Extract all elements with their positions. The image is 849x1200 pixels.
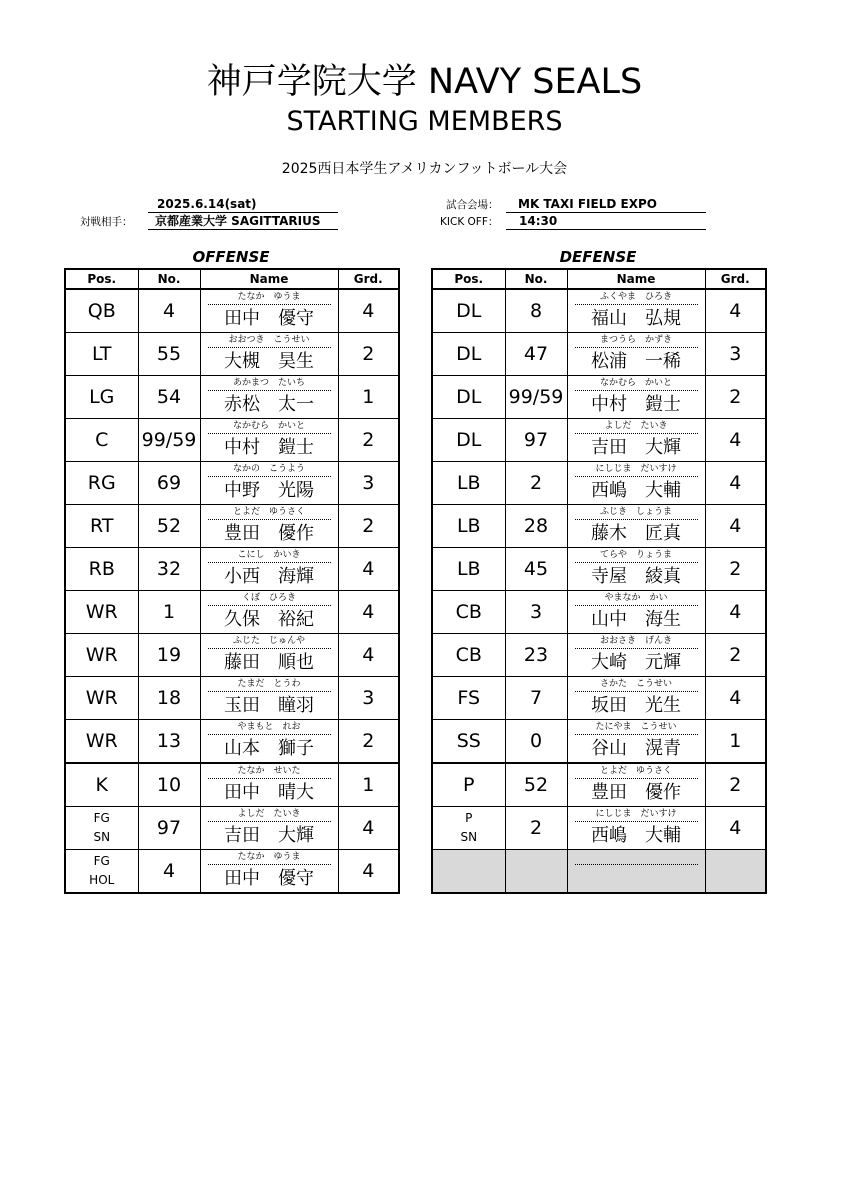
player-name: 中村 鎧士 xyxy=(591,394,681,415)
player-row xyxy=(65,677,399,720)
name-cell xyxy=(567,376,705,419)
player-name: 大槻 昊生 xyxy=(224,351,314,372)
player-name: 小西 海輝 xyxy=(224,566,314,587)
player-name: 松浦 一稀 xyxy=(591,351,681,372)
grade: 1 xyxy=(338,763,399,807)
jersey-number: 19 xyxy=(138,634,200,677)
col-no-header: No. xyxy=(138,269,200,289)
name-cell xyxy=(567,591,705,634)
player-row xyxy=(432,591,766,634)
position-cell: FS xyxy=(432,677,505,720)
name-cell xyxy=(200,763,338,807)
grade: 4 xyxy=(338,289,399,333)
player-row xyxy=(65,462,399,505)
player-kana: とよだ ゆうさく xyxy=(208,505,331,520)
position-cell: CB xyxy=(432,634,505,677)
position-primary: FG xyxy=(93,811,110,825)
position-cell: RB xyxy=(65,548,138,591)
jersey-number: 97 xyxy=(138,807,200,850)
player-kana: たまだ とうわ xyxy=(208,677,331,692)
player-name: 吉田 大輝 xyxy=(224,825,314,846)
kickoff-label: KICK OFF： xyxy=(440,216,499,228)
name-cell xyxy=(567,505,705,548)
opponent-underline xyxy=(148,229,338,230)
grade: 4 xyxy=(705,677,766,720)
player-kana: やまなか かい xyxy=(575,591,698,606)
position-cell: LB xyxy=(432,548,505,591)
jersey-number: 0 xyxy=(505,720,567,764)
jersey-number: 18 xyxy=(138,677,200,720)
jersey-number: 10 xyxy=(138,763,200,807)
player-kana: にしじま だいすけ xyxy=(575,462,698,477)
grade: 2 xyxy=(705,548,766,591)
player-kana: たにやま こうせい xyxy=(575,720,698,735)
player-row xyxy=(432,807,766,850)
col-grd-header: Grd. xyxy=(338,269,399,289)
col-pos-header: Pos. xyxy=(65,269,138,289)
player-kana: ふくやま ひろき xyxy=(575,290,698,305)
player-row xyxy=(432,677,766,720)
position-cell xyxy=(432,807,505,850)
position-cell: WR xyxy=(65,591,138,634)
position-cell: CB xyxy=(432,591,505,634)
player-name: 山中 海生 xyxy=(591,609,681,630)
empty-row xyxy=(432,850,766,894)
grade: 4 xyxy=(705,419,766,462)
name-cell xyxy=(200,376,338,419)
player-row xyxy=(432,763,766,807)
player-name: 西嶋 大輔 xyxy=(591,480,681,501)
name-cell xyxy=(200,419,338,462)
jersey-number: 4 xyxy=(138,850,200,894)
position-cell: WR xyxy=(65,720,138,764)
jersey-number: 13 xyxy=(138,720,200,764)
offense-title: OFFENSE xyxy=(192,248,270,266)
grade: 4 xyxy=(338,591,399,634)
name-cell xyxy=(200,289,338,333)
player-row xyxy=(432,634,766,677)
position-cell: RG xyxy=(65,462,138,505)
position-cell: DL xyxy=(432,376,505,419)
col-grd-header: Grd. xyxy=(705,269,766,289)
player-kana: てらや りょうま xyxy=(575,548,698,563)
player-row xyxy=(432,462,766,505)
player-name: 久保 裕紀 xyxy=(224,609,314,630)
name-cell xyxy=(200,505,338,548)
grade: 4 xyxy=(705,591,766,634)
grade: 2 xyxy=(705,376,766,419)
name-cell xyxy=(200,720,338,764)
grade: 2 xyxy=(338,419,399,462)
player-name: 藤田 順也 xyxy=(224,652,314,673)
name-cell xyxy=(200,634,338,677)
player-row xyxy=(65,333,399,376)
empty-cell xyxy=(705,850,766,894)
player-row xyxy=(65,720,399,764)
jersey-number: 3 xyxy=(505,591,567,634)
position-cell: QB xyxy=(65,289,138,333)
name-cell xyxy=(567,462,705,505)
venue-name: MK TAXI FIELD EXPO xyxy=(518,197,657,211)
position-primary: P xyxy=(465,811,473,825)
player-name: 豊田 優作 xyxy=(591,782,681,803)
player-kana: なかむら かいと xyxy=(575,376,698,391)
player-name xyxy=(568,865,705,892)
name-cell xyxy=(567,289,705,333)
defense-header-row xyxy=(432,269,766,289)
position-cell: LB xyxy=(432,462,505,505)
player-name: 田中 優守 xyxy=(224,308,314,329)
player-row xyxy=(65,548,399,591)
player-row xyxy=(65,289,399,333)
jersey-number: 55 xyxy=(138,333,200,376)
position-cell: K xyxy=(65,763,138,807)
position-cell: LB xyxy=(432,505,505,548)
position-cell: WR xyxy=(65,677,138,720)
name-cell xyxy=(567,677,705,720)
player-name: 吉田 大輝 xyxy=(591,437,681,458)
grade: 2 xyxy=(705,763,766,807)
player-kana: まつうら かずき xyxy=(575,333,698,348)
empty-cell xyxy=(567,850,705,894)
jersey-number: 1 xyxy=(138,591,200,634)
jersey-number: 69 xyxy=(138,462,200,505)
player-name: 福山 弘規 xyxy=(591,308,681,329)
player-name: 中村 鎧士 xyxy=(224,437,314,458)
grade: 3 xyxy=(338,677,399,720)
player-row xyxy=(65,376,399,419)
jersey-number: 47 xyxy=(505,333,567,376)
jersey-number: 8 xyxy=(505,289,567,333)
defense-table xyxy=(431,268,767,894)
player-row xyxy=(65,850,399,894)
player-row xyxy=(65,419,399,462)
col-name-header: Name xyxy=(200,269,338,289)
player-kana: たなか せいた xyxy=(208,764,331,779)
player-name: 豊田 優作 xyxy=(224,523,314,544)
empty-cell xyxy=(432,850,505,894)
position-cell: RT xyxy=(65,505,138,548)
player-name: 赤松 太一 xyxy=(224,394,314,415)
player-row xyxy=(65,505,399,548)
col-name-header: Name xyxy=(567,269,705,289)
grade: 2 xyxy=(705,634,766,677)
player-kana: ふじき しょうま xyxy=(575,505,698,520)
player-kana: たなか ゆうま xyxy=(208,850,331,865)
position-cell xyxy=(65,850,138,894)
position-cell: LT xyxy=(65,333,138,376)
grade: 4 xyxy=(705,807,766,850)
name-cell xyxy=(567,634,705,677)
player-kana xyxy=(575,850,698,865)
jersey-number: 52 xyxy=(505,763,567,807)
grade: 2 xyxy=(338,720,399,764)
jersey-number: 7 xyxy=(505,677,567,720)
name-cell xyxy=(200,462,338,505)
grade: 4 xyxy=(338,807,399,850)
player-kana: あかまつ たいち xyxy=(208,376,331,391)
player-kana: こにし かいき xyxy=(208,548,331,563)
position-primary: FG xyxy=(93,854,110,868)
kickoff-underline xyxy=(506,229,706,230)
player-kana: よしだ たいき xyxy=(208,807,331,822)
player-name: 中野 光陽 xyxy=(224,480,314,501)
match-date: 2025.6.14(sat) xyxy=(157,197,257,211)
kickoff-time: 14:30 xyxy=(519,214,558,228)
name-cell xyxy=(567,720,705,764)
opponent-name: 京都産業大学 SAGITTARIUS xyxy=(155,214,321,228)
position-cell: DL xyxy=(432,419,505,462)
jersey-number: 97 xyxy=(505,419,567,462)
player-row xyxy=(65,591,399,634)
team-title: 神戸学院大学 NAVY SEALS xyxy=(206,62,643,102)
name-cell xyxy=(567,807,705,850)
player-name: 西嶋 大輔 xyxy=(591,825,681,846)
player-row xyxy=(432,548,766,591)
jersey-number: 23 xyxy=(505,634,567,677)
player-name: 田中 優守 xyxy=(224,868,314,889)
grade: 4 xyxy=(705,289,766,333)
player-kana: にしじま だいすけ xyxy=(575,807,698,822)
player-name: 寺屋 綾真 xyxy=(591,566,681,587)
player-name: 玉田 瞳羽 xyxy=(224,695,314,716)
grade: 1 xyxy=(705,720,766,764)
position-cell: DL xyxy=(432,333,505,376)
player-kana: おおさき げんき xyxy=(575,634,698,649)
jersey-number: 99/59 xyxy=(505,376,567,419)
name-cell xyxy=(567,548,705,591)
grade: 4 xyxy=(705,462,766,505)
player-kana: とよだ ゆうさく xyxy=(575,764,698,779)
position-cell xyxy=(65,807,138,850)
position-cell: DL xyxy=(432,289,505,333)
player-row xyxy=(432,376,766,419)
name-cell xyxy=(567,763,705,807)
col-pos-header: Pos. xyxy=(432,269,505,289)
jersey-number: 4 xyxy=(138,289,200,333)
player-row xyxy=(432,505,766,548)
name-cell xyxy=(200,850,338,894)
jersey-number: 52 xyxy=(138,505,200,548)
player-kana: なかむら かいと xyxy=(208,419,331,434)
player-kana: おおつき こうせい xyxy=(208,333,331,348)
player-kana: よしだ たいき xyxy=(575,419,698,434)
offense-header-row xyxy=(65,269,399,289)
venue-underline xyxy=(506,212,706,213)
position-secondary: SN xyxy=(93,830,111,844)
jersey-number: 2 xyxy=(505,462,567,505)
grade: 4 xyxy=(338,548,399,591)
grade: 4 xyxy=(705,505,766,548)
venue-label: 試合会場： xyxy=(446,199,499,211)
player-kana: なかの こうよう xyxy=(208,462,331,477)
grade: 3 xyxy=(338,462,399,505)
name-cell xyxy=(567,333,705,376)
position-cell: SS xyxy=(432,720,505,764)
grade: 3 xyxy=(705,333,766,376)
player-row xyxy=(432,289,766,333)
player-kana: ふじた じゅんや xyxy=(208,634,331,649)
player-kana: さかた こうせい xyxy=(575,677,698,692)
position-cell: LG xyxy=(65,376,138,419)
name-cell xyxy=(567,419,705,462)
player-kana: くぼ ひろき xyxy=(208,591,331,606)
jersey-number: 99/59 xyxy=(138,419,200,462)
name-cell xyxy=(200,548,338,591)
tournament-name: 2025西日本学生アメリカンフットボール大会 xyxy=(281,161,568,177)
grade: 4 xyxy=(338,850,399,894)
empty-cell xyxy=(505,850,567,894)
player-name: 山本 獅子 xyxy=(224,738,314,759)
position-cell: P xyxy=(432,763,505,807)
player-row xyxy=(432,333,766,376)
player-name: 藤木 匠真 xyxy=(591,523,681,544)
jersey-number: 2 xyxy=(505,807,567,850)
jersey-number: 54 xyxy=(138,376,200,419)
name-cell xyxy=(200,677,338,720)
grade: 1 xyxy=(338,376,399,419)
player-name: 田中 晴大 xyxy=(224,782,314,803)
grade: 2 xyxy=(338,505,399,548)
player-row xyxy=(65,763,399,807)
player-kana: やまもと れお xyxy=(208,720,331,735)
grade: 2 xyxy=(338,333,399,376)
player-name: 坂田 光生 xyxy=(591,695,681,716)
opponent-label: 対戦相手： xyxy=(80,216,133,228)
name-cell xyxy=(200,333,338,376)
player-row xyxy=(432,720,766,764)
name-cell xyxy=(200,807,338,850)
grade: 4 xyxy=(338,634,399,677)
position-cell: C xyxy=(65,419,138,462)
position-cell: WR xyxy=(65,634,138,677)
offense-table xyxy=(64,268,400,894)
player-row xyxy=(432,419,766,462)
position-secondary: HOL xyxy=(89,873,115,887)
jersey-number: 32 xyxy=(138,548,200,591)
roster-title: STARTING MEMBERS xyxy=(286,106,563,137)
name-cell xyxy=(200,591,338,634)
player-name: 谷山 滉青 xyxy=(591,738,681,759)
date-underline xyxy=(148,212,338,213)
player-row xyxy=(65,807,399,850)
position-secondary: SN xyxy=(460,830,478,844)
col-no-header: No. xyxy=(505,269,567,289)
player-kana: たなか ゆうま xyxy=(208,290,331,305)
jersey-number: 28 xyxy=(505,505,567,548)
player-row xyxy=(65,634,399,677)
jersey-number: 45 xyxy=(505,548,567,591)
player-name: 大崎 元輝 xyxy=(591,652,681,673)
defense-title: DEFENSE xyxy=(559,248,637,266)
